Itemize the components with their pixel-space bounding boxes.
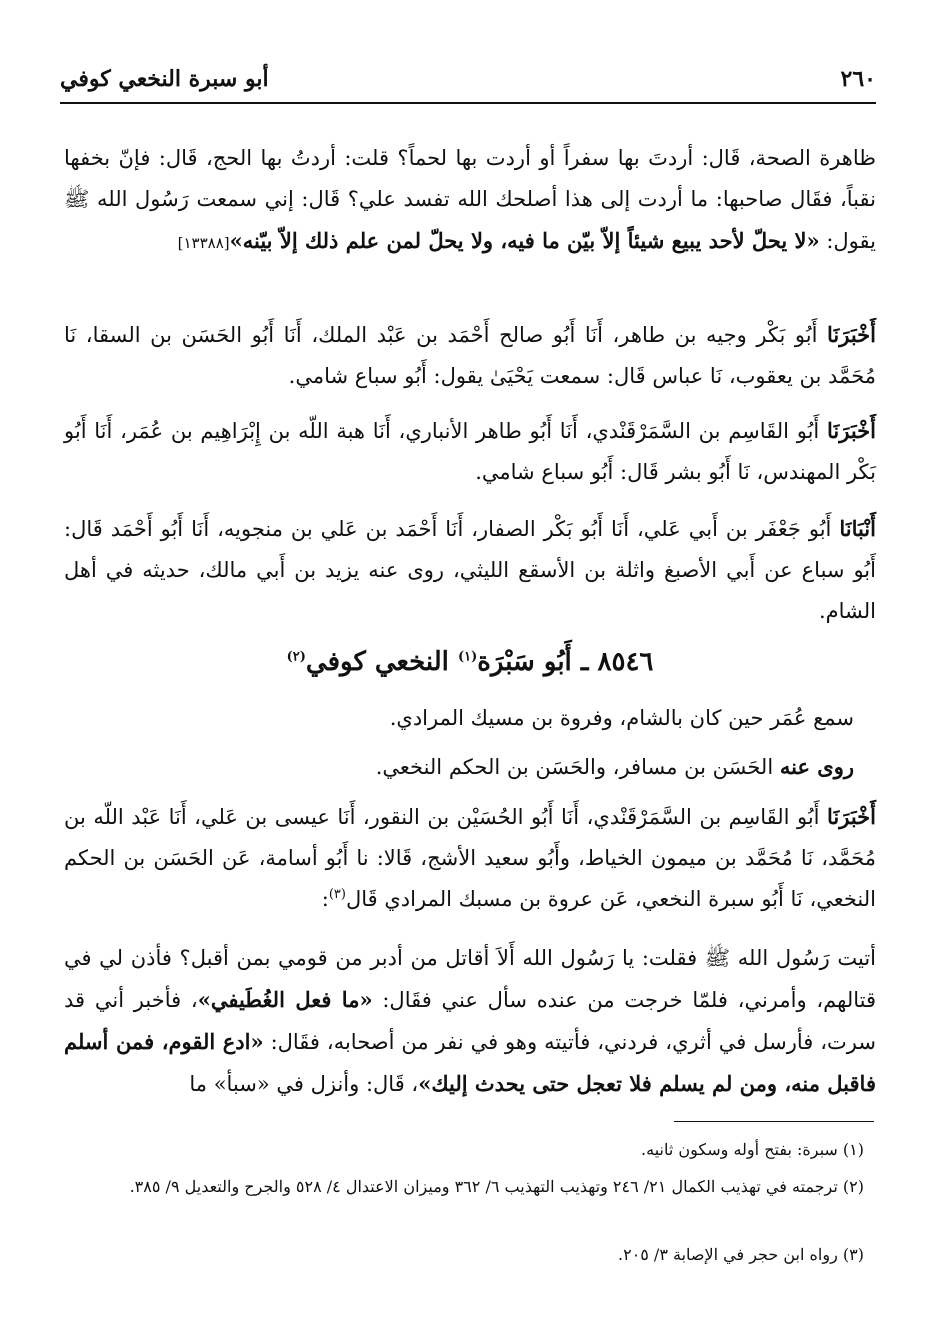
paragraph-text: ظاهرة الصحة، قَال: أردتَ بها سفراً أو أردت بها لحماً؟ قلت: أردتُ بها الحج، قَال: فإنّ بخفها نقباً، فقَال صاحبها: ما أردت إلى هذا أصلحك الله تفسد علي؟ قَال: إني سمعت رَسُول الله ﷺ يقول: (64, 146, 876, 253)
footnote-number: (٢) (842, 1177, 864, 1196)
footnote-number: (٣) (842, 1245, 864, 1264)
page-number: ٢٦٠ (840, 66, 876, 92)
footnote-marker-2: (٢) (286, 649, 306, 665)
footnote-text: ترجمته في تهذيب الكمال ٢١/ ٢٤٦ وتهذيب التهذيب ٦/ ٣٦٢ وميزان الاعتدال ٤/ ٥٢٨ والجرح والتعديل ٩/ ٣٨٥. (129, 1177, 838, 1196)
narrated-by-label: روى عنه (779, 754, 854, 779)
paragraph-text: ، فأخبر أني قد سرت، فأرسل في أثري، فردني، فأتيته وهو في نفر من أصحابه، فقَال: (64, 988, 876, 1054)
entry-name: أَبُو سَبْرَة (477, 647, 572, 677)
paragraph-hadith-narration (64, 138, 876, 264)
paragraph-text: أَبُو بَكْر وجيه بن طاهر، أَنَا أَبُو صالح أَحْمَد بن عَبْد الملك، أَنَا أَبُو الحَسَن بن السقا، نَا مُحَمَّد بن يعقوب، نَا عباس قَال: سمعت يَحْيَىٰ يقول: أَبُو سباع شامي. (64, 323, 876, 388)
transmission-term: أَنْبَانَا (839, 516, 876, 541)
transmission-term: أَخْبَرَنَا (827, 804, 876, 829)
paragraph-text: أَبُو القَاسِم بن السَّمَرْقَنْدي، أَنَا أَبُو طاهر الأنباري، أَنَا هبة اللّه بن إِبْرَاهِيم بن عُمَر، أَنَا أَبُو بَكْر المهندس، نَا أَبُو بشر قَال: أَبُو سباع شامي. (64, 419, 876, 484)
paragraph-hadith-matn (64, 938, 876, 1105)
paragraph-isnad-2 (64, 410, 876, 493)
entry-number: ٨٥٤٦ ـ (580, 647, 654, 677)
paragraph-heard-from (64, 698, 854, 739)
hadith-quote: «ادع القوم، فمن أسلم فاقبل منه، ومن لم يسلم فلا تعجل حتى يحدث إليك» (64, 1029, 876, 1096)
paragraph-text: أتيت رَسُول الله ﷺ فقلت: يا رَسُول الله أَلاَ أقاتل من أدبر من قومي بمن أقبل؟ فأذن لي في قتالهم، وأمرني، فلمّا خرجت من عنده سأل عني فقَال: (64, 946, 876, 1012)
footnote-text: رواه ابن حجر في الإصابة ٣/ ٢٠٥. (617, 1245, 838, 1264)
header-title: أبو سبرة النخعي كوفي (60, 66, 269, 92)
paragraph-text: أَبُو جَعْفَر بن أَبي عَلي، أَنَا أَبُو بَكْر الصفار، أَنَا أَحْمَد بن عَلي بن منجويه، أَنَا أَبُو أَحْمَد قَال: أَبُو سباع عن أَبي الأصبغ واثلة بن الأسقع الليثي، روى عنه يزيد بن أَبي مالك، حديثه في أهل الشام. (64, 517, 876, 623)
footnote-1 (64, 1135, 864, 1165)
paragraph-isnad-3 (64, 508, 876, 632)
paragraph-isnad-1 (64, 314, 876, 397)
hadith-reference-number: [١٣٣٨٨] (177, 234, 230, 252)
footnote-number: (١) (842, 1140, 864, 1159)
paragraph-text: أَبُو القَاسِم بن السَّمَرْقَنْدي، أَنَا أَبُو الحُسَيْن بن النقور، أَنَا عيسى بن عَلي، أَنَا عَبْد اللّه بن مُحَمَّد، نَا مُحَمَّد بن ميمون الخياط، وأَبُو سعيد الأشج، قَالا: نا أَبُو أسامة، عَن الحَسَن بن الحكم النخعي، نَا أَبُو سبرة النخعي، عَن عروة بن مسبك المرادي قَال (64, 805, 876, 911)
paragraph-text: الحَسَن بن مسافر، والحَسَن بن الحكم النخعي. (375, 755, 774, 779)
entry-nisba: النخعي كوفي (305, 647, 449, 677)
footnote-2 (64, 1172, 864, 1202)
footnote-text: سبرة: بفتح أوله وسكون ثانيه. (641, 1140, 838, 1159)
entry-heading (64, 638, 876, 686)
footnote-3 (64, 1240, 864, 1270)
paragraph-text: سمع عُمَر حين كان بالشام، وفروة بن مسيك المرادي. (389, 706, 854, 730)
paragraph-isnad-4 (64, 796, 876, 920)
punctuation: : (321, 887, 329, 911)
hadith-quote: «ما فعل الغُطَيفي» (197, 987, 373, 1012)
paragraph-text: ، قَال: وأنزل في «سبأ» ما (189, 1072, 419, 1096)
transmission-term: أَخْبَرَنَا (827, 418, 876, 443)
footnote-marker-3: (٣) (328, 887, 346, 902)
footnote-divider (674, 1121, 874, 1122)
paragraph-narrated-by (64, 746, 854, 788)
footnote-marker-1: (١) (457, 649, 478, 665)
transmission-term: أَخْبَرَنَا (827, 322, 876, 347)
running-header (60, 62, 876, 104)
hadith-quote: «لا يحلّ لأحد يبيع شيئاً إلاّ بيّن ما فيه، ولا يحلّ لمن علم ذلك إلاّ بيّنه» (229, 228, 820, 253)
